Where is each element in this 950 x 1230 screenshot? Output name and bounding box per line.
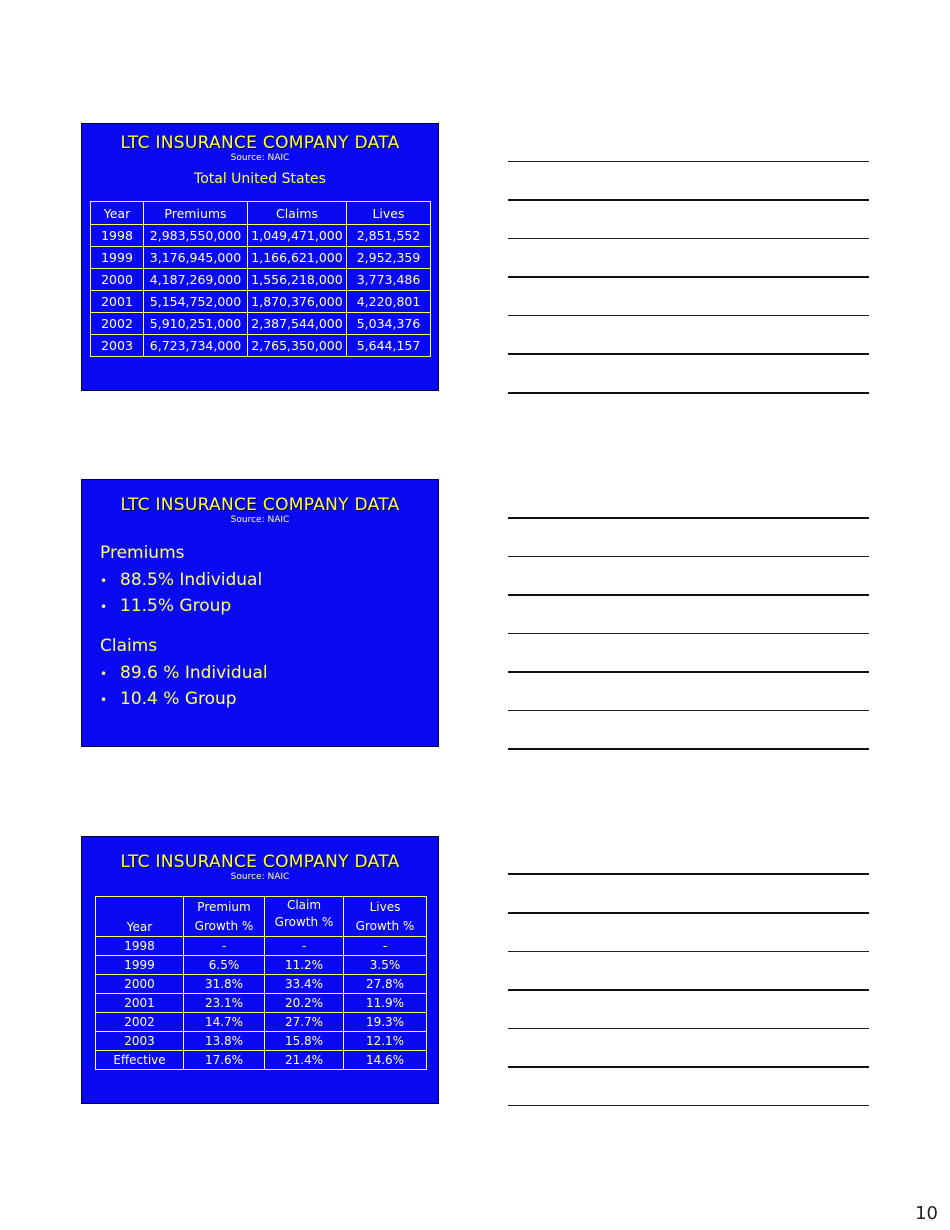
note-line bbox=[508, 951, 869, 952]
table-cell: 17.6% bbox=[184, 1051, 265, 1070]
table-row bbox=[96, 1013, 427, 1032]
table-cell: 2001 bbox=[96, 994, 184, 1013]
note-line bbox=[508, 1066, 869, 1068]
bullet-icon: • bbox=[100, 574, 108, 588]
note-line bbox=[508, 912, 869, 914]
column-header: Claims bbox=[248, 202, 347, 225]
table-cell: 11.9% bbox=[344, 994, 427, 1013]
table-cell: 1999 bbox=[91, 247, 144, 269]
slide-3 bbox=[81, 836, 439, 1104]
premiums-claims-table bbox=[90, 201, 431, 357]
column-header: Lives bbox=[347, 202, 431, 225]
table-cell: 2,983,550,000 bbox=[144, 225, 248, 247]
table-cell: 4,220,801 bbox=[347, 291, 431, 313]
table-cell: 19.3% bbox=[344, 1013, 427, 1032]
note-line bbox=[508, 353, 869, 355]
note-line bbox=[508, 392, 869, 394]
table-row bbox=[91, 247, 431, 269]
slide-source: Source: NAIC bbox=[230, 515, 290, 525]
table-cell: Effective bbox=[96, 1051, 184, 1070]
table-cell: - bbox=[184, 937, 265, 956]
table-cell: 27.8% bbox=[344, 975, 427, 994]
table-row bbox=[91, 313, 431, 335]
table-row bbox=[91, 291, 431, 313]
table-row bbox=[96, 975, 427, 994]
header-line: Lives bbox=[369, 899, 401, 914]
page-number: 10 bbox=[915, 1203, 938, 1224]
table-cell: 3,176,945,000 bbox=[144, 247, 248, 269]
slide-title: LTC INSURANCE COMPANY DATA bbox=[120, 495, 400, 515]
column-header bbox=[184, 897, 265, 937]
premiums-section bbox=[100, 543, 262, 619]
table-cell: 5,644,157 bbox=[347, 335, 431, 357]
table-row bbox=[96, 1051, 427, 1070]
table-cell: 4,187,269,000 bbox=[144, 269, 248, 291]
note-line bbox=[508, 671, 869, 673]
table-cell: 2002 bbox=[96, 1013, 184, 1032]
table-cell: 3.5% bbox=[344, 956, 427, 975]
claims-section bbox=[100, 636, 268, 712]
list-item-text: 88.5% Individual bbox=[120, 570, 263, 590]
slide-source: Source: NAIC bbox=[230, 153, 290, 163]
table-cell: 1998 bbox=[91, 225, 144, 247]
header-line: Growth % bbox=[355, 918, 415, 933]
list-item bbox=[100, 686, 268, 712]
table-cell: 3,773,486 bbox=[347, 269, 431, 291]
column-header bbox=[265, 897, 344, 937]
slide-source: Source: NAIC bbox=[230, 872, 290, 882]
table-cell: 11.2% bbox=[265, 956, 344, 975]
list-item-text: 89.6 % Individual bbox=[120, 663, 268, 683]
table-row bbox=[96, 937, 427, 956]
claims-heading: Claims bbox=[100, 636, 158, 656]
table-cell: 6.5% bbox=[184, 956, 265, 975]
table-cell: 14.7% bbox=[184, 1013, 265, 1032]
slide-title: LTC INSURANCE COMPANY DATA bbox=[120, 133, 400, 153]
header-year: Year bbox=[126, 920, 153, 934]
note-line bbox=[508, 633, 869, 634]
list-item-text: 10.4 % Group bbox=[120, 689, 237, 709]
header-line: Growth % bbox=[194, 918, 254, 933]
table-cell: 2000 bbox=[96, 975, 184, 994]
bullet-icon: • bbox=[100, 667, 108, 681]
note-line bbox=[508, 1028, 869, 1029]
premiums-heading: Premiums bbox=[100, 543, 185, 563]
note-line bbox=[508, 556, 869, 557]
table-cell: 13.8% bbox=[184, 1032, 265, 1051]
table-cell: 31.8% bbox=[184, 975, 265, 994]
note-line bbox=[508, 989, 869, 991]
table-cell: 1,870,376,000 bbox=[248, 291, 347, 313]
note-line bbox=[508, 748, 869, 750]
table-row bbox=[96, 994, 427, 1013]
table-cell: 20.2% bbox=[265, 994, 344, 1013]
column-header bbox=[344, 897, 427, 937]
table-cell: 27.7% bbox=[265, 1013, 344, 1032]
table-row bbox=[91, 225, 431, 247]
slide-title: LTC INSURANCE COMPANY DATA bbox=[120, 852, 400, 872]
table-row bbox=[96, 956, 427, 975]
table-cell: 1998 bbox=[96, 937, 184, 956]
table-cell: 2,765,350,000 bbox=[248, 335, 347, 357]
table-cell: 2000 bbox=[91, 269, 144, 291]
table-cell: 2003 bbox=[96, 1032, 184, 1051]
table-body bbox=[91, 225, 431, 357]
table-cell: 2002 bbox=[91, 313, 144, 335]
table-cell: - bbox=[265, 937, 344, 956]
table-cell: 14.6% bbox=[344, 1051, 427, 1070]
note-line bbox=[508, 517, 869, 519]
table-row bbox=[96, 1032, 427, 1051]
list-item bbox=[100, 593, 262, 619]
table-cell: 12.1% bbox=[344, 1032, 427, 1051]
growth-table bbox=[95, 896, 427, 1070]
table-cell: 1,166,621,000 bbox=[248, 247, 347, 269]
table-cell: 1,556,218,000 bbox=[248, 269, 347, 291]
table-row bbox=[91, 269, 431, 291]
table-cell: 6,723,734,000 bbox=[144, 335, 248, 357]
table-row bbox=[91, 335, 431, 357]
note-line bbox=[508, 315, 869, 316]
table-cell: - bbox=[344, 937, 427, 956]
column-header: Premiums bbox=[144, 202, 248, 225]
header-line: Claim bbox=[286, 898, 322, 912]
table-cell: 5,154,752,000 bbox=[144, 291, 248, 313]
bullet-icon: • bbox=[100, 693, 108, 707]
slide-1 bbox=[81, 123, 439, 391]
table-cell: 5,910,251,000 bbox=[144, 313, 248, 335]
bullet-icon: • bbox=[100, 600, 108, 614]
note-line bbox=[508, 238, 869, 239]
column-header: Year bbox=[91, 202, 144, 225]
header-line: Growth % bbox=[274, 915, 334, 929]
column-header bbox=[96, 897, 184, 937]
table-body bbox=[96, 937, 427, 1070]
list-item-text: 11.5% Group bbox=[120, 596, 232, 616]
note-line bbox=[508, 276, 869, 278]
note-line bbox=[508, 199, 869, 201]
table-cell: 2,952,359 bbox=[347, 247, 431, 269]
table-cell: 1999 bbox=[96, 956, 184, 975]
table-cell: 23.1% bbox=[184, 994, 265, 1013]
table-cell: 21.4% bbox=[265, 1051, 344, 1070]
slide-2 bbox=[81, 479, 439, 747]
header-line: Premium bbox=[197, 899, 251, 914]
table-cell: 33.4% bbox=[265, 975, 344, 994]
note-line bbox=[508, 1105, 869, 1106]
note-line bbox=[508, 594, 869, 596]
table-cell: 5,034,376 bbox=[347, 313, 431, 335]
list-item bbox=[100, 567, 262, 593]
table-cell: 2,387,544,000 bbox=[248, 313, 347, 335]
note-line bbox=[508, 710, 869, 711]
note-line bbox=[508, 161, 869, 162]
table-cell: 15.8% bbox=[265, 1032, 344, 1051]
table-cell: 2001 bbox=[91, 291, 144, 313]
table-cell: 2003 bbox=[91, 335, 144, 357]
table-cell: 2,851,552 bbox=[347, 225, 431, 247]
note-line bbox=[508, 873, 869, 875]
list-item bbox=[100, 660, 268, 686]
table-cell: 1,049,471,000 bbox=[248, 225, 347, 247]
table-subtitle: Total United States bbox=[194, 171, 326, 187]
